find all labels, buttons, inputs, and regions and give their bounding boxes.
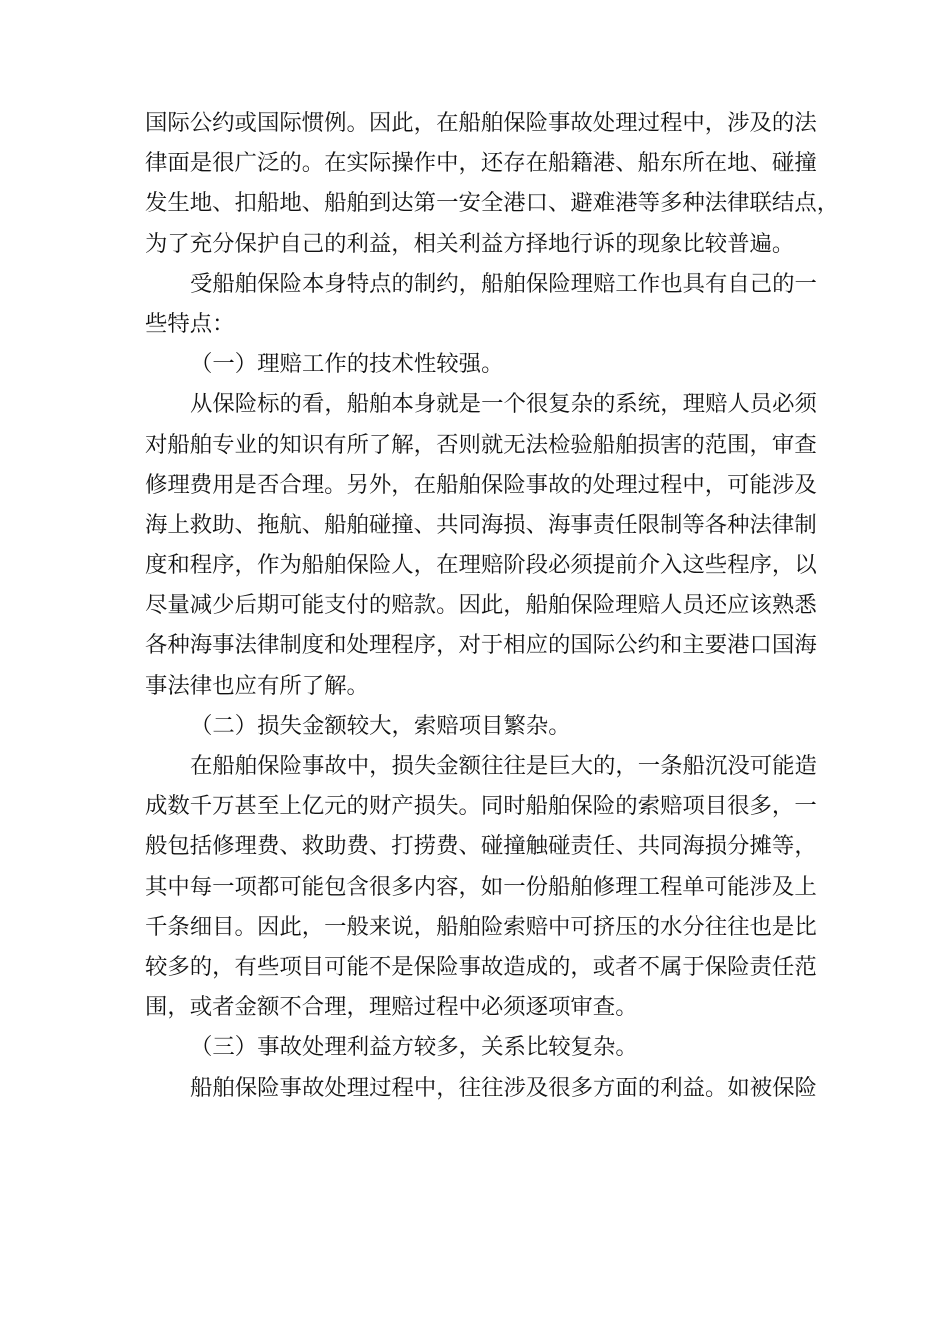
text-line: 些特点：: [145, 310, 235, 337]
paragraph-first-line: 船舶保险事故处理过程中，往往涉及很多方面的利益。如被保险: [190, 1074, 817, 1101]
text-line: 度和程序，作为船舶保险人，在理赔阶段必须提前介入这些程序，以: [145, 552, 817, 579]
body-text: [145, 103, 840, 1108]
text-line: 事法律也应有所了解。: [145, 672, 369, 699]
section-heading: （三）事故处理利益方较多，关系比较复杂。: [190, 1034, 638, 1061]
text-line: 尽量减少后期可能支付的赔款。因此，船舶保险理赔人员还应该熟悉: [145, 592, 817, 619]
text-line: 发生地、扣船地、船舶到达第一安全港口、避难港等多种法律联结点，: [145, 190, 840, 217]
text-line: 为了充分保护自己的利益，相关利益方择地行诉的现象比较普遍。: [145, 230, 795, 257]
text-line: 般包括修理费、救助费、打捞费、碰撞触碰责任、共同海损分摊等，: [145, 833, 817, 860]
text-line: 修理费用是否合理。另外，在船舶保险事故的处理过程中，可能涉及: [145, 471, 817, 498]
text-line: 围，或者金额不合理，理赔过程中必须逐项审查。: [145, 994, 638, 1021]
text-line: 成数千万甚至上亿元的财产损失。同时船舶保险的索赔项目很多，一: [145, 793, 817, 820]
paragraph-first-line: 受船舶保险本身特点的制约，船舶保险理赔工作也具有自己的一: [190, 270, 817, 297]
text-line: 对船舶专业的知识有所了解，否则就无法检验船舶损害的范围，审查: [145, 431, 817, 458]
section-heading: （一）理赔工作的技术性较强。: [190, 351, 504, 378]
paragraph-first-line: 在船舶保险事故中，损失金额往往是巨大的，一条船沉没可能造: [190, 753, 817, 779]
text-line: 国际公约或国际惯例。因此，在船舶保险事故处理过程中，涉及的法: [145, 110, 817, 136]
text-line: 较多的，有些项目可能不是保险事故造成的，或者不属于保险责任范: [145, 953, 817, 980]
text-line: 海上救助、拖航、船舶碰撞、共同海损、海事责任限制等各种法律制: [145, 511, 817, 538]
text-line: 律面是很广泛的。在实际操作中，还存在船籍港、船东所在地、碰撞: [145, 150, 817, 177]
text-line: 其中每一项都可能包含很多内容，如一份船舶修理工程单可能涉及上: [145, 873, 817, 900]
paragraph-first-line: 从保险标的看，船舶本身就是一个很复杂的系统，理赔人员必须: [190, 391, 817, 418]
text-line: 各种海事法律制度和处理程序，对于相应的国际公约和主要港口国海: [145, 632, 817, 659]
section-heading: （二）损失金额较大，索赔项目繁杂。: [190, 712, 571, 739]
text-line: 千条细目。因此，一般来说，船舶险索赔中可挤压的水分往往也是比: [145, 913, 817, 940]
